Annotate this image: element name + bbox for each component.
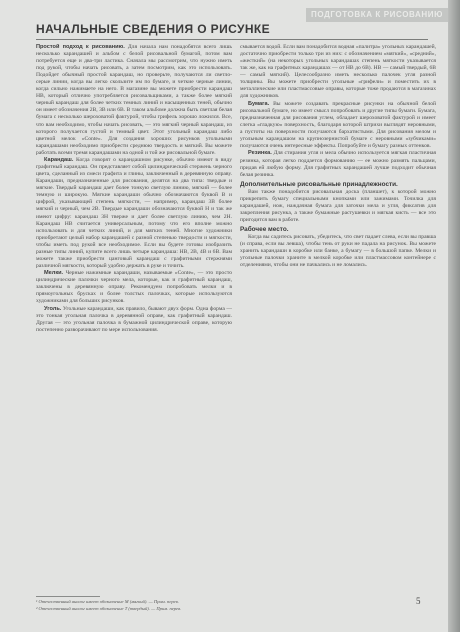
footnote-1: ¹ Отечественный аналог имеет обозначение М (мягкий). — Прим. перев.	[36, 599, 179, 604]
paragraph	[36, 157, 232, 270]
paragraph-heading: Мелки.	[44, 270, 64, 277]
paragraph	[36, 44, 232, 157]
paragraph-text: смывается водой. Если вам понадобится водная «палитра» угольных карандашей, достаточно приобрести только три из них: с обозначением «мягкий», «средний», «жесткий» (на некоторых угольных карандашах степень мягкости указывается так же, как на графитных карандашах — от HB до 6B). HB — самый твердый, 6B — самый мягкий). Целесообразно иметь несколько палочек угля разной толщины. Вы можете приобрести угольные «грифели» и поместить их в металлические или пластмассовые оправы, которые тоже продаются в магазинах для художников.	[240, 44, 436, 100]
paragraph-heading: Карандаш.	[44, 157, 74, 164]
section-header-bar	[306, 8, 448, 22]
paragraph-text: Угольные карандаши, как правило, бывают двух форм. Одна форма — это тонкая угольная палочка в деревянной оправе, как графитный карандаш. Другая — это угольная палочка в бумажной цилиндрической оправе, которую постепенно разворачивают по мере использования.	[36, 305, 232, 334]
paragraph-text: Черные нажимные карандаши, называемые «Conte», — это просто цилиндрические палочки черного мела, которые, как и графитный карандаш, заключены в деревянную оправу. Рекомендуем попробовать мелки и в прямоугольных брусках и более толстых палочках, которые используются художниками для больших рисунков.	[36, 270, 232, 305]
paragraph-text: Когда вы садитесь рисовать, убедитесь, что свет падает слева, если вы правша (и справа, если вы левша), чтобы тень от руки не падала на рисунок. Вы можете хранить карандаши в коробке или банке, а бумагу — в большой папке. Мелки и угольные палочки храните в мелкой коробке или пластмассовом контейнере с отделениями, чтобы они не пачкались и не ломались.	[240, 234, 436, 269]
paragraph	[240, 189, 436, 224]
paragraph-heading: Резинка.	[248, 150, 272, 157]
paragraph-heading: Бумага.	[248, 100, 270, 107]
paragraph	[240, 44, 436, 100]
paragraph	[240, 101, 436, 150]
paragraph-heading: Простой подход к рисованию.	[36, 44, 125, 50]
paragraph	[36, 270, 232, 305]
paragraph-text: Вы можете создавать прекрасные рисунки на обычной белой рисовальной бумаге, но имеет смысл попробовать и другие типы бумаги. Бумага, предназначенная для рисования углем, обладает шероховатой фактурой и имеет слегка «гладкую» поверхность, благодаря которой штрихи выглядят неровными, а пустоты на поверхности получаются бархатистыми. Для рисования мелом и угольным карандашом на крупнозернистой бумаге с неровными «зубчиками» получаются очень интересные эффекты. Попробуйте и бумагу разных оттенков.	[240, 100, 436, 150]
right-text-column	[240, 44, 436, 574]
paragraph	[240, 234, 436, 269]
paragraph	[240, 150, 436, 178]
left-text-column	[36, 44, 232, 574]
section-heading: Рабочее место.	[240, 226, 289, 233]
paragraph-text: Когда говорят о карандашном рисунке, обычно имеют в виду графитный карандаш. Он представляет собой цилиндрический стержень черного цвета, сделанный из смеси графита и глины, заключенный в деревянную оправу. Карандаши, предназначенные для рисования, делятся на два типа: твердые и мягкие. Твердый карандаш дает более тонкую светлую линию, мягкий — более темную и широкую. Мягкие карандаши обычно обозначаются буквой B и цифрой, указывающей степень мягкости, — например, карандаш 3B более мягкий и черный, чем 2B. Твердые карандаши обозначаются буквой H и так же имеют цифру: карандаш 3H тверже и дает более светлую линию, чем 2H. Карандаш HB считается универсальным, потому что его вполне можно использовать и для четких линий, и для мягких теней. Многие художники приобретают целый набор карандашей с разной степенью твердости и мягкости, чтобы иметь под рукой все необходимое. Если вы будете готовы изобразить разные типы линий, купите всего лишь четыре карандаша: HB, 2B, 4B и 6B. Вам можете также приобрести цанговый карандаш с графитными стержнями различной мягкости, который удобно держать в руке и точить.	[36, 157, 232, 269]
footnote-divider	[36, 596, 100, 597]
paragraph-text: Для начала нам понадобятся всего лишь несколько карандашей и альбом с белой рисовальной бумагой, потом вам потребуется еще и два-три ластика. Сначала мы рассмотрим, что нужно иметь под рукой, чтобы начать рисовать, а затем посмотрим, как это использовать. Подойдет обычный простой карандаш, но проверьте, получаются ли светло-серые линии, когда вы легко скользите им по бумаге, и четкие черные линии, когда сильно нажимаете на него. В магазине вы можете приобрести карандаш HB, который отлично употребляется рисовальщиками, а также более мягкий черный карандаш для более четких темных линий и насыщенных теней, обычно он имеет обозначения 2B, 3B или 6B. В таком альбоме должна быть светлая белая бумага с несколько шероховатой фактурой, чтобы грифель хорошо ложился. Все, что вам необходимо, чтобы начать рисовать, — это мягкий черный карандаш, из которого получается густой и темный цвет. Этот угольный карандаш либо цветной мелок «Conte». Для создания хороших рисунков угольными карандашами необходимо приобрести среднюю твердость и мягкий. Вы можете работать всеми тремя карандашами на одной и той же рисовальной бумаге.	[36, 44, 232, 156]
title-divider	[36, 39, 428, 40]
page-title: НАЧАЛЬНЫЕ СВЕДЕНИЯ О РИСУНКЕ	[36, 22, 271, 36]
paragraph	[36, 306, 232, 334]
page-number: 5	[416, 596, 421, 606]
paragraph-text: Для стирания угля и мела обычно используется мягкая пластичная резинка, которая легко поддается формованию — ее можно размять пальцами, придав ей любую форму. Для графитных карандашей лучше подходит обычная белая резинка.	[240, 150, 436, 178]
paragraph-text: Вам также понадобится рисовальная доска (планшет), к которой можно прикрепить бумагу специальными кнопками или зажимами. Точилка для карандашей, нож, наждачная бумага для заточки мела и угля, фиксатив для закрепления рисунка, а также бумажные растушевки и мягкая кисть — все это пригодится вам в работе.	[240, 188, 436, 223]
section-header-text: ПОДГОТОВКА К РИСОВАНИЮ	[311, 10, 443, 19]
paragraph-heading: Уголь.	[44, 305, 62, 312]
footnote-2: ² Отечественный аналог имеет обозначение Т (твердый). — Прим. перев.	[36, 606, 182, 611]
section-heading: Дополнительные рисовальные принадлежности.	[240, 180, 398, 188]
page-binding-edge	[448, 0, 460, 632]
